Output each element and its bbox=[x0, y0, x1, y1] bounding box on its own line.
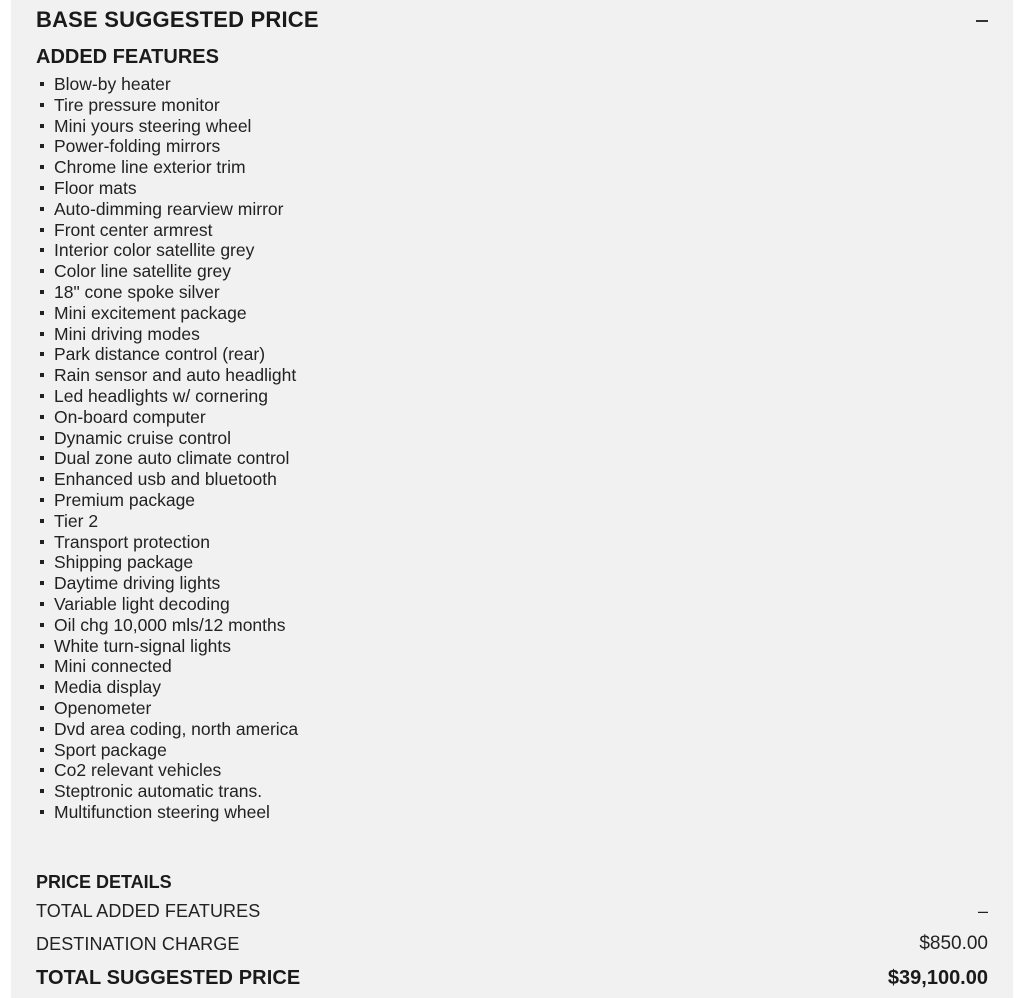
feature-list-item bbox=[40, 448, 298, 469]
feature-label: Tier 2 bbox=[54, 510, 99, 531]
feature-label: Dynamic cruise control bbox=[54, 427, 231, 448]
feature-label: Mini driving modes bbox=[54, 323, 200, 344]
square-bullet-icon bbox=[40, 768, 44, 772]
square-bullet-icon bbox=[40, 415, 44, 419]
feature-label: Steptronic automatic trans. bbox=[54, 781, 263, 802]
feature-label: Multifunction steering wheel bbox=[54, 801, 270, 822]
feature-label: Power-folding mirrors bbox=[54, 136, 221, 157]
feature-label: On-board computer bbox=[54, 406, 206, 427]
feature-list-item bbox=[40, 677, 298, 698]
feature-label: Interior color satellite grey bbox=[54, 240, 255, 261]
destination-charge-value: $850.00 bbox=[919, 933, 988, 954]
feature-list-item bbox=[40, 760, 298, 781]
square-bullet-icon bbox=[40, 540, 44, 544]
feature-list-item bbox=[40, 199, 298, 220]
feature-label: Enhanced usb and bluetooth bbox=[54, 469, 277, 490]
base-price-title: BASE SUGGESTED PRICE bbox=[36, 7, 319, 32]
feature-label: Front center armrest bbox=[54, 219, 213, 240]
added-features-list bbox=[40, 74, 298, 823]
feature-label: Park distance control (rear) bbox=[54, 344, 266, 365]
square-bullet-icon bbox=[40, 394, 44, 398]
feature-list-item bbox=[40, 136, 298, 157]
square-bullet-icon bbox=[40, 373, 44, 377]
feature-list-item bbox=[40, 95, 298, 116]
feature-label: Dual zone auto climate control bbox=[54, 448, 290, 469]
feature-label: Auto-dimming rearview mirror bbox=[54, 198, 284, 219]
feature-label: Mini connected bbox=[54, 656, 172, 677]
square-bullet-icon bbox=[40, 706, 44, 710]
feature-list-item bbox=[40, 428, 298, 449]
feature-list-item bbox=[40, 781, 298, 802]
feature-label: Mini excitement package bbox=[54, 302, 247, 323]
square-bullet-icon bbox=[40, 685, 44, 689]
total-added-features-value: – bbox=[977, 901, 988, 921]
feature-label: Variable light decoding bbox=[54, 593, 230, 614]
square-bullet-icon bbox=[40, 207, 44, 211]
feature-label: Blow-by heater bbox=[54, 74, 171, 94]
destination-charge-label: DESTINATION CHARGE bbox=[36, 934, 240, 954]
square-bullet-icon bbox=[40, 748, 44, 752]
total-added-features-row bbox=[36, 899, 988, 925]
feature-list-item bbox=[40, 719, 298, 740]
feature-list-item bbox=[40, 802, 298, 823]
square-bullet-icon bbox=[40, 165, 44, 169]
feature-label: Sport package bbox=[54, 739, 167, 760]
feature-label: Daytime driving lights bbox=[54, 573, 221, 594]
feature-list-item bbox=[40, 656, 298, 677]
base-price-header[interactable] bbox=[36, 6, 988, 36]
price-details-title: PRICE DETAILS bbox=[36, 872, 172, 892]
feature-label: Shipping package bbox=[54, 552, 194, 573]
price-summary-panel bbox=[11, 0, 1013, 998]
feature-list-item bbox=[40, 490, 298, 511]
total-suggested-price-row bbox=[36, 966, 988, 992]
feature-list-item bbox=[40, 407, 298, 428]
square-bullet-icon bbox=[40, 436, 44, 440]
feature-list-item bbox=[40, 615, 298, 636]
feature-list-item bbox=[40, 240, 298, 261]
feature-label: Color line satellite grey bbox=[54, 261, 232, 282]
added-features-title: ADDED FEATURES bbox=[36, 46, 219, 68]
feature-list-item bbox=[40, 552, 298, 573]
feature-label: Oil chg 10,000 mls/12 months bbox=[54, 614, 286, 635]
feature-label: Mini yours steering wheel bbox=[54, 115, 252, 136]
feature-label: Openometer bbox=[54, 697, 152, 718]
feature-list-item bbox=[40, 303, 298, 324]
feature-list-item bbox=[40, 178, 298, 199]
feature-label: Chrome line exterior trim bbox=[54, 157, 246, 178]
square-bullet-icon bbox=[40, 664, 44, 668]
feature-list-item bbox=[40, 157, 298, 178]
square-bullet-icon bbox=[40, 477, 44, 481]
feature-list-item bbox=[40, 344, 298, 365]
square-bullet-icon bbox=[40, 789, 44, 793]
feature-label: Floor mats bbox=[54, 177, 137, 198]
feature-list-item bbox=[40, 261, 298, 282]
square-bullet-icon bbox=[40, 352, 44, 356]
feature-label: Dvd area coding, north america bbox=[54, 718, 299, 739]
feature-label: Tire pressure monitor bbox=[54, 94, 220, 115]
feature-list-item bbox=[40, 74, 298, 95]
feature-list-item bbox=[40, 511, 298, 532]
feature-list-item bbox=[40, 740, 298, 761]
collapse-toggle-button[interactable] bbox=[974, 6, 988, 34]
destination-charge-row bbox=[36, 932, 988, 958]
square-bullet-icon bbox=[40, 727, 44, 731]
feature-list-item bbox=[40, 573, 298, 594]
square-bullet-icon bbox=[40, 332, 44, 336]
square-bullet-icon bbox=[40, 124, 44, 128]
feature-label: Premium package bbox=[54, 489, 196, 510]
feature-label: Transport protection bbox=[54, 531, 210, 552]
square-bullet-icon bbox=[40, 581, 44, 585]
square-bullet-icon bbox=[40, 290, 44, 294]
feature-list-item bbox=[40, 469, 298, 490]
feature-label: Co2 relevant vehicles bbox=[54, 760, 222, 781]
feature-list-item bbox=[40, 698, 298, 719]
feature-list-item bbox=[40, 594, 298, 615]
square-bullet-icon bbox=[40, 602, 44, 606]
square-bullet-icon bbox=[40, 186, 44, 190]
square-bullet-icon bbox=[40, 228, 44, 232]
feature-list-item bbox=[40, 532, 298, 553]
feature-list-item bbox=[40, 282, 298, 303]
square-bullet-icon bbox=[40, 103, 44, 107]
feature-list-item bbox=[40, 220, 298, 241]
feature-label: 18" cone spoke silver bbox=[54, 281, 220, 302]
square-bullet-icon bbox=[40, 623, 44, 627]
square-bullet-icon bbox=[40, 82, 44, 86]
total-added-features-label: TOTAL ADDED FEATURES bbox=[36, 901, 261, 921]
feature-list-item bbox=[40, 116, 298, 137]
square-bullet-icon bbox=[40, 560, 44, 564]
square-bullet-icon bbox=[40, 269, 44, 273]
total-suggested-price-label: TOTAL SUGGESTED PRICE bbox=[36, 967, 301, 989]
square-bullet-icon bbox=[40, 644, 44, 648]
feature-list-item bbox=[40, 386, 298, 407]
feature-list-item bbox=[40, 636, 298, 657]
feature-label: Media display bbox=[54, 677, 161, 698]
feature-list-item bbox=[40, 365, 298, 386]
square-bullet-icon bbox=[40, 144, 44, 148]
feature-list-item bbox=[40, 324, 298, 345]
square-bullet-icon bbox=[40, 456, 44, 460]
minus-icon bbox=[976, 20, 988, 22]
square-bullet-icon bbox=[40, 519, 44, 523]
feature-label: White turn-signal lights bbox=[54, 635, 232, 656]
square-bullet-icon bbox=[40, 810, 44, 814]
feature-label: Led headlights w/ cornering bbox=[54, 385, 269, 406]
square-bullet-icon bbox=[40, 311, 44, 315]
square-bullet-icon bbox=[40, 498, 44, 502]
square-bullet-icon bbox=[40, 248, 44, 252]
feature-label: Rain sensor and auto headlight bbox=[54, 365, 297, 386]
total-suggested-price-value: $39,100.00 bbox=[887, 967, 988, 989]
